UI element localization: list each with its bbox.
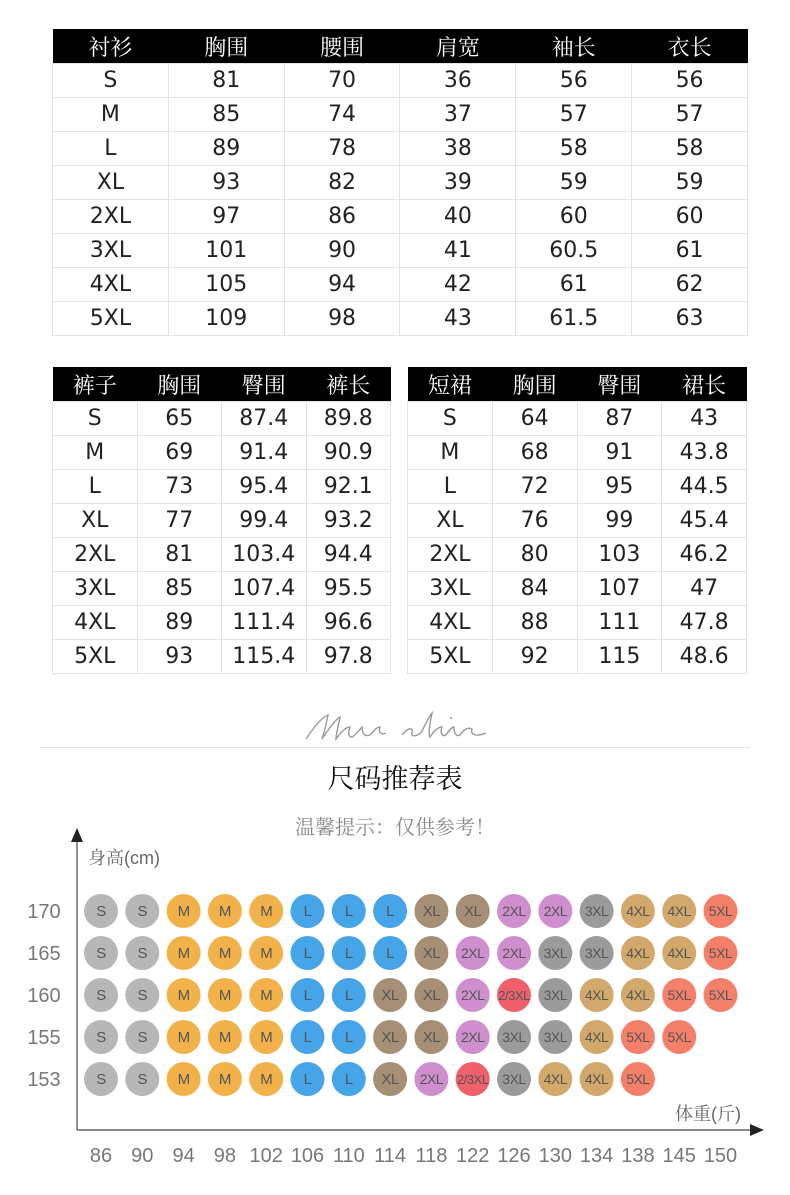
table-row	[53, 234, 748, 268]
size-marker-label: M	[177, 987, 190, 1004]
size-marker-label: 3XL	[502, 1071, 526, 1087]
measurement-cell: 48.6	[662, 640, 747, 674]
skirt-header-cell: 胸围	[492, 367, 577, 402]
shirt-header-cell: 袖长	[516, 29, 632, 64]
size-marker-label: L	[386, 903, 395, 920]
measurement-cell: 38	[400, 132, 516, 166]
table-row	[53, 302, 748, 336]
table-row	[53, 436, 391, 470]
table-row	[53, 98, 748, 132]
x-tick-label: 130	[538, 1145, 572, 1167]
x-tick-label: 110	[332, 1145, 365, 1167]
size-marker-label: M	[218, 1071, 231, 1088]
table-row	[53, 504, 391, 538]
measurement-cell: 115	[577, 640, 662, 674]
size-marker-label: 4XL	[584, 1029, 609, 1045]
size-marker-label: S	[137, 903, 148, 920]
size-marker-label: 2XL	[460, 987, 485, 1003]
measurement-cell: 107.4	[222, 572, 307, 606]
x-tick-label: 134	[579, 1145, 614, 1167]
measurement-cell: 65	[137, 402, 222, 436]
size-marker-label: M	[218, 1029, 231, 1046]
size-marker-label: S	[96, 1029, 106, 1046]
measurement-cell: 111.4	[222, 606, 307, 640]
measurement-cell: 61	[516, 268, 632, 302]
size-marker-label: 3XL	[584, 903, 609, 919]
size-marker-label: L	[386, 945, 395, 962]
measurement-cell: 60.5	[516, 234, 632, 268]
skirt-header-cell: 短裙	[408, 367, 493, 402]
measurement-cell: 91.4	[222, 436, 307, 470]
table-row	[408, 436, 747, 470]
measurement-cell: 69	[137, 436, 222, 470]
measurement-cell: 57	[516, 98, 632, 132]
size-marker-label: 2XL	[460, 945, 485, 961]
table-row	[53, 572, 391, 606]
size-marker-label: 4XL	[584, 1071, 609, 1087]
size-marker-label: M	[177, 945, 190, 962]
size-label-cell: M	[408, 436, 493, 470]
measurement-cell: 94.4	[306, 538, 391, 572]
skirt-header-cell: 裙长	[662, 367, 747, 402]
shirt-header-cell: 肩宽	[400, 29, 516, 64]
x-tick-label: 86	[89, 1145, 113, 1167]
y-tick-label: 160	[27, 985, 61, 1007]
size-marker-label: 5XL	[708, 987, 733, 1003]
skirt-header-cell: 臀围	[577, 367, 662, 402]
size-marker-label: XL	[381, 1029, 399, 1046]
size-marker-label: L	[344, 903, 353, 920]
size-marker-label: 2/3XL	[456, 1072, 489, 1087]
x-axis-arrow-icon	[750, 1124, 764, 1136]
size-marker-label: S	[137, 1071, 148, 1088]
shirt-table-body	[53, 64, 748, 336]
size-marker-label: 3XL	[502, 1029, 526, 1045]
skirt-size-table	[407, 367, 747, 674]
measurement-cell: 59	[632, 166, 748, 200]
measurement-cell: 68	[492, 436, 577, 470]
size-label-cell: 5XL	[53, 302, 169, 336]
size-marker-label: L	[344, 1029, 353, 1046]
size-label-cell: S	[53, 64, 169, 98]
size-marker-label: S	[137, 987, 148, 1004]
size-marker-label: M	[177, 1071, 190, 1088]
measurement-cell: 105	[168, 268, 284, 302]
measurement-cell: 77	[137, 504, 222, 538]
size-marker-label: M	[260, 945, 273, 962]
y-tick-label: 170	[27, 901, 61, 923]
table-row	[408, 572, 747, 606]
size-marker-label: 2XL	[543, 903, 568, 919]
size-marker-label: M	[177, 1029, 190, 1046]
shirt-header-cell: 衣长	[632, 29, 748, 64]
measurement-cell: 85	[137, 572, 222, 606]
y-axis-label: 身高(cm)	[88, 848, 160, 868]
measurement-cell: 82	[284, 166, 400, 200]
size-marker-label: S	[137, 1029, 148, 1046]
size-label-cell: 4XL	[408, 606, 493, 640]
size-marker-label: 4XL	[626, 987, 650, 1003]
size-marker-label: 5XL	[626, 1071, 650, 1087]
measurement-cell: 107	[577, 572, 662, 606]
shirt-size-table	[52, 29, 748, 336]
size-marker-label: 5XL	[667, 1029, 691, 1045]
measurement-cell: 47	[662, 572, 747, 606]
table-row	[408, 538, 747, 572]
measurement-cell: 87.4	[222, 402, 307, 436]
size-marker-label: L	[344, 1071, 353, 1088]
measurement-cell: 58	[516, 132, 632, 166]
measurement-cell: 97	[168, 200, 284, 234]
measurement-cell: 70	[284, 64, 400, 98]
measurement-cell: 45.4	[662, 504, 747, 538]
size-marker-label: XL	[422, 1029, 441, 1046]
section-divider	[40, 747, 750, 748]
measurement-cell: 93.2	[306, 504, 391, 538]
table-row	[408, 470, 747, 504]
table-row	[53, 402, 391, 436]
size-marker-label: 4XL	[626, 945, 650, 961]
y-axis-arrow-icon	[71, 828, 83, 842]
pants-table-body	[53, 402, 391, 674]
size-marker-label: S	[96, 1071, 106, 1088]
size-label-cell: S	[53, 402, 138, 436]
measurement-cell: 89	[137, 606, 222, 640]
measurement-cell: 43	[400, 302, 516, 336]
pants-size-table	[52, 367, 391, 674]
pants-header-cell: 裤子	[53, 367, 138, 402]
measurement-cell: 62	[632, 268, 748, 302]
x-tick-label: 90	[131, 1145, 154, 1167]
y-tick-label: 155	[27, 1027, 61, 1049]
table-row	[53, 166, 748, 200]
size-label-cell: L	[408, 470, 493, 504]
size-label-cell: 5XL	[408, 640, 493, 674]
size-marker-label: L	[303, 903, 312, 920]
size-marker-label: M	[260, 1029, 273, 1046]
size-label-cell: XL	[53, 504, 138, 538]
size-marker-label: 4XL	[667, 945, 691, 961]
recommendation-tip: 温馨提示：仅供参考！	[295, 815, 495, 839]
measurement-cell: 64	[492, 402, 577, 436]
size-marker-label: S	[96, 987, 106, 1004]
size-marker-label: 5XL	[626, 1029, 650, 1045]
table-row	[408, 504, 747, 538]
measurement-cell: 76	[492, 504, 577, 538]
measurement-cell: 109	[168, 302, 284, 336]
measurement-cell: 90	[284, 234, 400, 268]
measurement-cell: 84	[492, 572, 577, 606]
measurement-cell: 87	[577, 402, 662, 436]
table-row	[408, 402, 747, 436]
measurement-cell: 85	[168, 98, 284, 132]
table-row	[53, 606, 391, 640]
measurement-cell: 101	[168, 234, 284, 268]
measurement-cell: 61	[632, 234, 748, 268]
x-tick-label: 138	[621, 1145, 655, 1167]
x-tick-label: 122	[456, 1145, 490, 1167]
size-label-cell: 2XL	[408, 538, 493, 572]
size-marker-label: 4XL	[626, 903, 650, 919]
size-marker-label: 3XL	[584, 945, 609, 961]
measurement-cell: 40	[400, 200, 516, 234]
measurement-cell: 59	[516, 166, 632, 200]
size-marker-label: 3XL	[543, 1029, 568, 1045]
measurement-cell: 37	[400, 98, 516, 132]
table-row	[53, 200, 748, 234]
measurement-cell: 95	[577, 470, 662, 504]
measurement-cell: 99	[577, 504, 662, 538]
size-label-cell: 3XL	[53, 572, 138, 606]
size-marker-label: M	[218, 903, 231, 920]
measurement-cell: 93	[137, 640, 222, 674]
size-marker-label: 4XL	[584, 987, 609, 1003]
y-tick-label: 153	[27, 1069, 61, 1091]
skirt-table-header	[408, 367, 747, 402]
size-marker-label: L	[303, 987, 312, 1004]
table-row	[53, 470, 391, 504]
measurement-cell: 103	[577, 538, 662, 572]
measurement-cell: 43.8	[662, 436, 747, 470]
measurement-cell: 63	[632, 302, 748, 336]
size-label-cell: 2XL	[53, 538, 138, 572]
measurement-cell: 92	[492, 640, 577, 674]
measurement-cell: 95.4	[222, 470, 307, 504]
shirt-header-cell: 腰围	[284, 29, 400, 64]
size-marker-label: M	[177, 903, 190, 920]
measurement-cell: 95.5	[306, 572, 391, 606]
measurement-cell: 94	[284, 268, 400, 302]
measurement-cell: 58	[632, 132, 748, 166]
size-marker-label: 5XL	[708, 945, 733, 961]
measurement-cell: 39	[400, 166, 516, 200]
x-tick-label: 145	[662, 1145, 696, 1167]
pants-header-cell: 臀围	[222, 367, 307, 402]
measurement-cell: 98	[284, 302, 400, 336]
size-marker-label: 3XL	[543, 945, 568, 961]
size-label-cell: 3XL	[408, 572, 493, 606]
size-label-cell: L	[53, 132, 169, 166]
size-recommendation-chart	[0, 820, 790, 1180]
size-label-cell: 3XL	[53, 234, 169, 268]
measurement-cell: 44.5	[662, 470, 747, 504]
measurement-cell: 60	[516, 200, 632, 234]
x-tick-label: 102	[249, 1145, 283, 1167]
measurement-cell: 60	[632, 200, 748, 234]
size-label-cell: M	[53, 436, 138, 470]
y-tick-label: 165	[27, 943, 61, 965]
measurement-cell: 42	[400, 268, 516, 302]
size-marker-label: L	[303, 945, 312, 962]
shirt-header-cell: 胸围	[168, 29, 284, 64]
measurement-cell: 91	[577, 436, 662, 470]
x-tick-label: 114	[374, 1145, 407, 1167]
measurement-cell: 103.4	[222, 538, 307, 572]
table-row	[53, 64, 748, 98]
measurement-cell: 115.4	[222, 640, 307, 674]
size-label-cell: L	[53, 470, 138, 504]
measurement-cell: 46.2	[662, 538, 747, 572]
measurement-cell: 78	[284, 132, 400, 166]
size-label-cell: 5XL	[53, 640, 138, 674]
size-marker-label: 2XL	[502, 903, 526, 919]
measurement-cell: 96.6	[306, 606, 391, 640]
measurement-cell: 57	[632, 98, 748, 132]
size-marker-label: XL	[464, 903, 482, 920]
measurement-cell: 97.8	[306, 640, 391, 674]
size-marker-label: M	[260, 903, 273, 920]
measurement-cell: 90.9	[306, 436, 391, 470]
measurement-cell: 41	[400, 234, 516, 268]
table-row	[53, 268, 748, 302]
table-row	[53, 538, 391, 572]
measurement-cell: 81	[168, 64, 284, 98]
size-marker-label: 3XL	[543, 987, 568, 1003]
size-marker-label: S	[96, 945, 106, 962]
pants-table-header	[53, 367, 391, 402]
measurement-cell: 89	[168, 132, 284, 166]
measurement-cell: 74	[284, 98, 400, 132]
size-marker-label: 2XL	[460, 1029, 485, 1045]
size-marker-label: L	[344, 945, 353, 962]
measurement-cell: 61.5	[516, 302, 632, 336]
x-tick-label: 94	[172, 1145, 195, 1167]
pants-header-cell: 胸围	[137, 367, 222, 402]
measurement-cell: 92.1	[306, 470, 391, 504]
size-marker-label: 5XL	[708, 903, 733, 919]
pants-header-cell: 裤长	[306, 367, 391, 402]
size-marker-label: 4XL	[667, 903, 691, 919]
measurement-cell: 47.8	[662, 606, 747, 640]
shirt-table-header	[53, 29, 748, 64]
size-marker-label: M	[218, 945, 231, 962]
shirt-header-cell: 衬衫	[53, 29, 169, 64]
measurement-cell: 36	[400, 64, 516, 98]
table-row	[408, 640, 747, 674]
size-marker-label: XL	[422, 987, 441, 1004]
table-row	[408, 606, 747, 640]
size-marker-label: 4XL	[543, 1071, 568, 1087]
measurement-cell: 88	[492, 606, 577, 640]
measurement-cell: 81	[137, 538, 222, 572]
size-marker-label: 2XL	[419, 1071, 444, 1087]
x-tick-label: 150	[703, 1145, 738, 1167]
size-marker-label: XL	[381, 1071, 399, 1088]
x-axis-label: 体重(斤)	[675, 1104, 741, 1124]
size-marker-label: L	[344, 987, 353, 1004]
x-tick-label: 118	[415, 1145, 448, 1167]
size-marker-label: 2XL	[502, 945, 526, 961]
measurement-cell: 89.8	[306, 402, 391, 436]
x-tick-label: 126	[497, 1145, 531, 1167]
skirt-table-body	[408, 402, 747, 674]
x-tick-label: 106	[290, 1145, 325, 1167]
measurement-cell: 111	[577, 606, 662, 640]
size-marker-label: 5XL	[667, 987, 691, 1003]
size-label-cell: M	[53, 98, 169, 132]
measurement-cell: 56	[516, 64, 632, 98]
table-row	[53, 640, 391, 674]
size-marker-label: M	[218, 987, 231, 1004]
size-marker-label: XL	[422, 945, 441, 962]
table-row	[53, 132, 748, 166]
signature-logo-image	[300, 705, 500, 747]
x-tick-label: 98	[213, 1145, 237, 1167]
measurement-cell: 86	[284, 200, 400, 234]
size-label-cell: XL	[408, 504, 493, 538]
size-marker-label: S	[96, 903, 106, 920]
size-marker-label: 2/3XL	[498, 988, 530, 1003]
measurement-cell: 73	[137, 470, 222, 504]
measurement-cell: 72	[492, 470, 577, 504]
measurement-cell: 56	[632, 64, 748, 98]
size-marker-label: XL	[422, 903, 441, 920]
measurement-cell: 80	[492, 538, 577, 572]
size-label-cell: XL	[53, 166, 169, 200]
measurement-cell: 43	[662, 402, 747, 436]
recommendation-title: 尺码推荐表	[327, 764, 463, 795]
size-label-cell: 4XL	[53, 268, 169, 302]
size-label-cell: 2XL	[53, 200, 169, 234]
size-marker-label: L	[303, 1071, 312, 1088]
size-marker-label: M	[260, 1071, 273, 1088]
measurement-cell: 93	[168, 166, 284, 200]
measurement-cell: 99.4	[222, 504, 307, 538]
size-marker-label: L	[303, 1029, 312, 1046]
size-marker-label: S	[137, 945, 148, 962]
size-label-cell: S	[408, 402, 493, 436]
size-marker-label: M	[260, 987, 273, 1004]
size-marker-label: XL	[381, 987, 399, 1004]
size-label-cell: 4XL	[53, 606, 138, 640]
